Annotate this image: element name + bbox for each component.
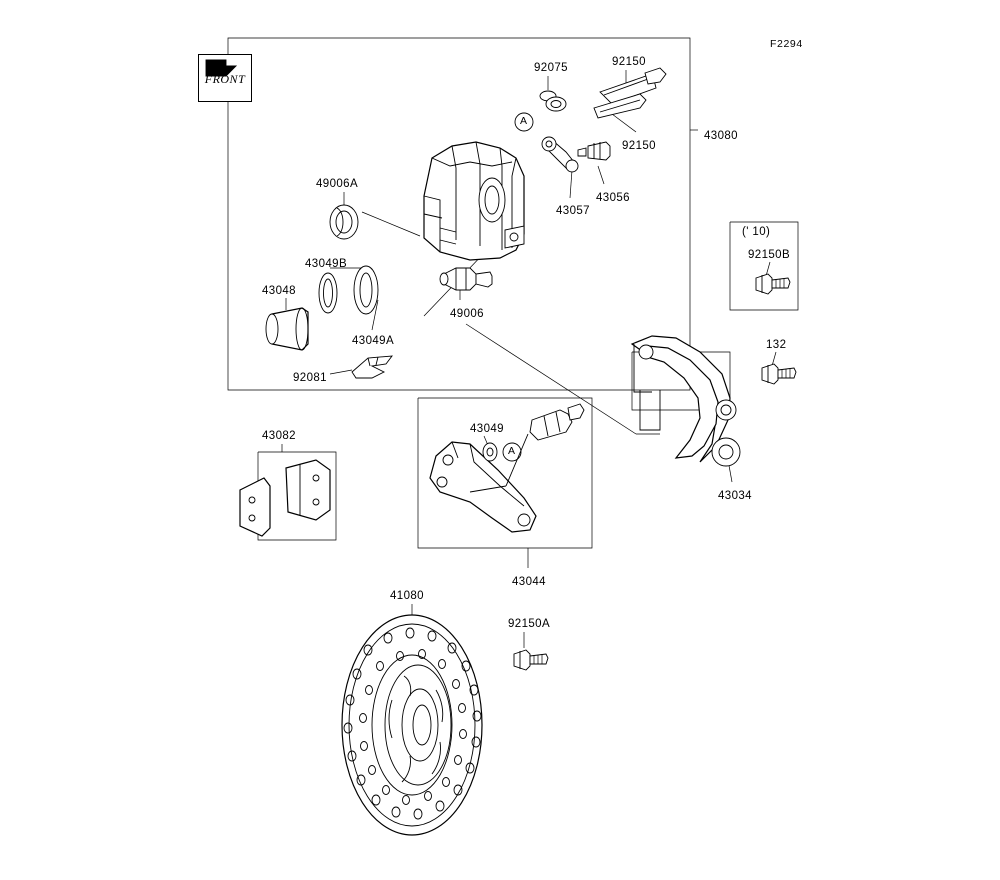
callout-92150B: 92150B	[748, 249, 791, 261]
marker-a-upper: A	[520, 115, 528, 127]
callout-132: 132	[766, 339, 787, 351]
callout-43049: 43049	[470, 423, 504, 435]
callout-43056: 43056	[596, 192, 630, 204]
year-note: (' 10)	[742, 226, 771, 238]
callout-43049B: 43049B	[305, 258, 348, 270]
sheet-code: F2294	[770, 38, 803, 50]
callout-43044: 43044	[512, 576, 546, 588]
callout-92081: 92081	[293, 372, 327, 384]
marker-a-lower: A	[508, 445, 516, 457]
callout-49006: 49006	[450, 308, 484, 320]
callout-92150A: 92150A	[508, 618, 551, 630]
callout-41080: 41080	[390, 590, 424, 602]
callout-49006A: 49006A	[316, 178, 359, 190]
callout-92150-top: 92150	[612, 56, 646, 68]
callout-43049A: 43049A	[352, 335, 395, 347]
callout-43057: 43057	[556, 205, 590, 217]
front-marker-label: FRONT	[204, 72, 246, 86]
callout-92150-second: 92150	[622, 140, 656, 152]
callout-43034: 43034	[718, 490, 752, 502]
callout-43048: 43048	[262, 285, 296, 297]
callout-43080: 43080	[704, 130, 738, 142]
callout-92075: 92075	[534, 62, 568, 74]
callout-43082: 43082	[262, 430, 296, 442]
